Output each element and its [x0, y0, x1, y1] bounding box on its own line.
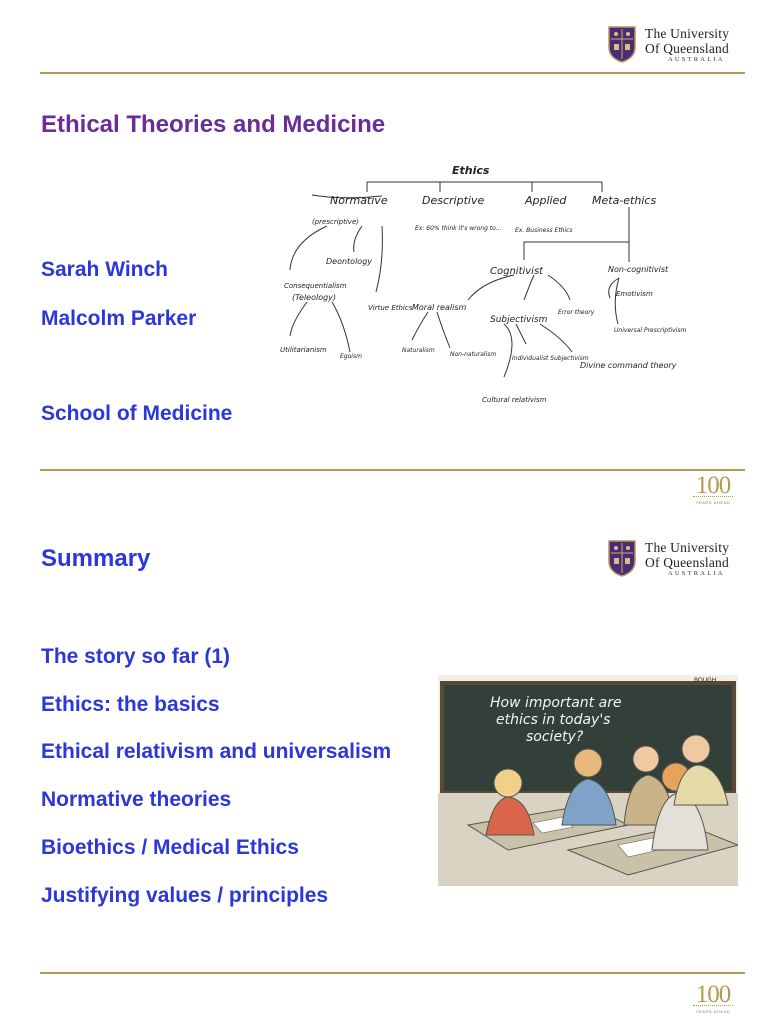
summary-item: Ethics: the basics: [41, 693, 220, 716]
diagram-node: Subjectivism: [490, 315, 548, 325]
diagram-node: Egoism: [340, 353, 362, 360]
diagram-node: Consequentialism: [284, 282, 347, 290]
diagram-node: Non-naturalism: [450, 351, 497, 358]
cartoon-signature: BOUGH: [694, 677, 717, 684]
diagram-node: Cultural relativism: [482, 396, 547, 404]
diagram-branch: Descriptive: [422, 194, 485, 207]
diagram-root: Ethics: [452, 164, 490, 177]
diagram-node: Divine command theory: [580, 361, 677, 370]
summary-item: Justifying values / principles: [41, 884, 329, 907]
author-name: Malcolm Parker: [41, 307, 197, 330]
author-name: Sarah Winch: [41, 258, 169, 281]
diagram-node: Non-cognitivist: [608, 265, 669, 274]
centenary-subtitle: YEARS AHEAD: [695, 500, 731, 505]
footer-divider: [40, 972, 745, 974]
uq-name-line1: The University: [645, 540, 730, 555]
uq-name-line2: Of Queensland: [645, 41, 729, 56]
diagram-node: Deontology: [326, 257, 373, 266]
diagram-note: Ex. Business Ethics: [515, 227, 573, 234]
diagram-node: (Teleology): [292, 293, 337, 302]
centenary-dots: [693, 496, 733, 499]
diagram-branch: Normative: [330, 194, 388, 207]
footer-divider: [40, 469, 745, 471]
centenary-dots: [693, 1005, 733, 1008]
summary-item: Bioethics / Medical Ethics: [41, 836, 299, 859]
board-text: How important are: [490, 695, 622, 711]
diagram-node: Error theory: [558, 309, 595, 316]
summary-item: The story so far (1): [41, 645, 231, 668]
centenary-logo: [688, 981, 738, 1017]
diagram-node: Individualist Subjectivism: [512, 355, 589, 362]
uq-name-line1: The University: [645, 26, 730, 41]
header-divider: [40, 72, 745, 74]
board-text: society?: [526, 729, 584, 745]
classroom-cartoon: [438, 675, 738, 886]
board-text: ethics in today's: [496, 712, 611, 728]
section-title: Summary: [41, 545, 151, 572]
uq-crest-icon: [607, 539, 637, 577]
diagram-node: Naturalism: [402, 347, 435, 354]
centenary-number: 100: [695, 981, 731, 1008]
uq-name-line3: AUSTRALIA: [668, 56, 725, 63]
diagram-node: Virtue Ethics: [368, 304, 413, 312]
school-name: School of Medicine: [41, 402, 233, 425]
uq-logo: [607, 539, 752, 579]
centenary-number: 100: [695, 472, 731, 499]
diagram-note: (prescriptive): [312, 218, 359, 226]
diagram-note: Ex: 60% think it's wrong to...: [415, 225, 502, 232]
slide-2: [0, 512, 768, 1024]
centenary-logo: [688, 472, 738, 508]
ethics-diagram: [272, 152, 712, 432]
uq-crest-icon: [607, 25, 637, 63]
diagram-node: Universal Prescriptivism: [614, 327, 687, 334]
diagram-node: Cognitivist: [490, 266, 544, 277]
uq-logo: [607, 25, 752, 65]
uq-name-line2: Of Queensland: [645, 555, 729, 570]
summary-item: Ethical relativism and universalism: [41, 740, 392, 763]
page-title: Ethical Theories and Medicine: [41, 111, 386, 138]
diagram-branch: Applied: [525, 194, 567, 207]
diagram-node: Emotivism: [616, 290, 653, 298]
diagram-node: Utilitarianism: [280, 346, 327, 354]
summary-item: Normative theories: [41, 788, 232, 811]
uq-name-line3: AUSTRALIA: [668, 570, 725, 577]
diagram-branch: Meta-ethics: [592, 194, 657, 207]
diagram-node: Moral realism: [412, 303, 467, 312]
centenary-subtitle: YEARS AHEAD: [695, 1009, 731, 1014]
